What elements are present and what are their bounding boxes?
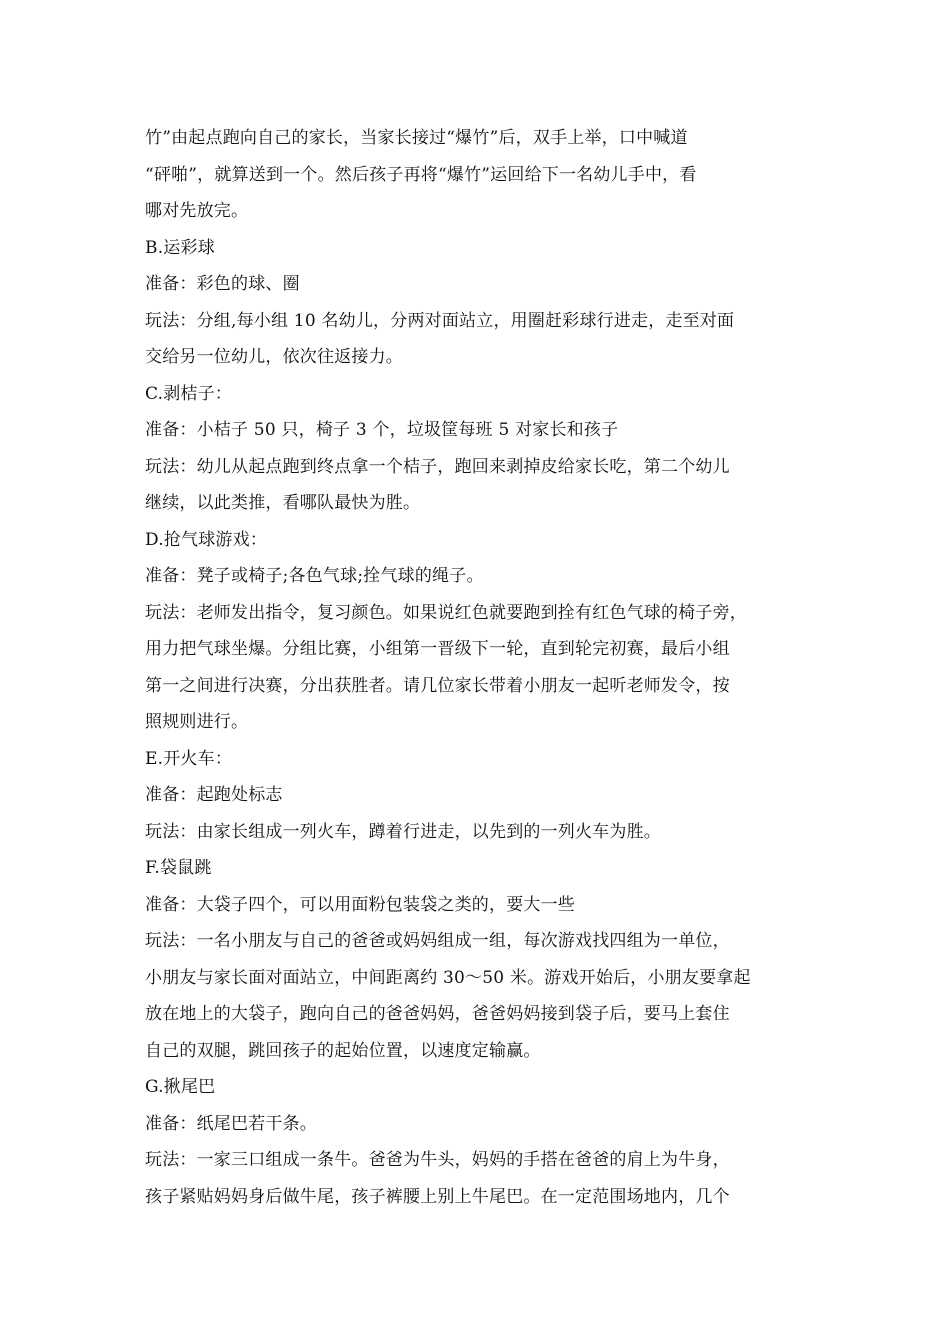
text-line: 准备：纸尾巴若干条。	[145, 1113, 317, 1134]
section-heading-b: B.运彩球	[145, 237, 215, 258]
document-body	[145, 120, 825, 1215]
text-line: 准备：大袋子四个，可以用面粉包装袋之类的，要大一些	[145, 894, 575, 915]
text-line: 玩法：一名小朋友与自己的爸爸或妈妈组成一组，每次游戏找四组为一单位，	[145, 931, 730, 951]
section-heading-f: F.袋鼠跳	[145, 858, 212, 878]
text-line: 哪对先放完。	[145, 201, 249, 221]
section-heading-c: C.剥桔子：	[145, 383, 233, 404]
text-line: 玩法：一家三口组成一条牛。爸爸为牛头，妈妈的手搭在爸爸的肩上为牛身，	[145, 1150, 730, 1170]
text-line: 竹”由起点跑向自己的家长，当家长接过“爆竹”后，双手上举，口中喊道	[145, 128, 688, 148]
section-heading-d: D.抢气球游戏：	[145, 529, 268, 550]
text-line: 玩法：幼儿从起点跑到终点拿一个桔子，跑回来剥掉皮给家长吃，第二个幼儿	[145, 456, 730, 477]
text-line: 准备：起跑处标志	[145, 785, 283, 805]
text-line: 小朋友与家长面对面站立，中间距离约 30～50 米。游戏开始后，小朋友要拿起	[145, 967, 751, 988]
section-heading-g: G.揪尾巴	[145, 1077, 216, 1097]
text-line: 准备：小桔子 50 只，椅子 3 个，垃圾筐每班 5 对家长和孩子	[145, 420, 619, 440]
text-line: 玩法：分组,每小组 10 名幼儿，分两对面站立，用圈赶彩球行进走，走至对面	[145, 310, 735, 331]
text-line: 准备：凳子或椅子;各色气球;拴气球的绳子。	[145, 566, 484, 586]
section-heading-e: E.开火车：	[145, 748, 233, 769]
text-line: 交给另一位幼儿，依次往返接力。	[145, 347, 403, 367]
text-line: 照规则进行。	[145, 712, 249, 732]
text-line: 用力把气球坐爆。分组比赛，小组第一晋级下一轮，直到轮完初赛，最后小组	[145, 639, 730, 659]
text-line: 自己的双腿，跳回孩子的起始位置，以速度定输赢。	[145, 1040, 541, 1061]
text-line: 玩法：老师发出指令，复习颜色。如果说红色就要跑到拴有红色气球的椅子旁，	[145, 602, 747, 623]
text-line: 继续，以此类推，看哪队最快为胜。	[145, 493, 421, 513]
text-line: 放在地上的大袋子，跑向自己的爸爸妈妈，爸爸妈妈接到袋子后，要马上套住	[145, 1004, 730, 1024]
text-line: 孩子紧贴妈妈身后做牛尾，孩子裤腰上别上牛尾巴。在一定范围场地内，几个	[145, 1186, 730, 1207]
text-line: “砰啪”，就算送到一个。然后孩子再将“爆竹”运回给下一名幼儿手中，看	[145, 164, 697, 185]
text-line: 第一之间进行决赛，分出获胜者。请几位家长带着小朋友一起听老师发令，按	[145, 675, 730, 696]
text-line: 准备：彩色的球、圈	[145, 274, 300, 294]
text-line: 玩法：由家长组成一列火车，蹲着行进走，以先到的一列火车为胜。	[145, 821, 661, 842]
